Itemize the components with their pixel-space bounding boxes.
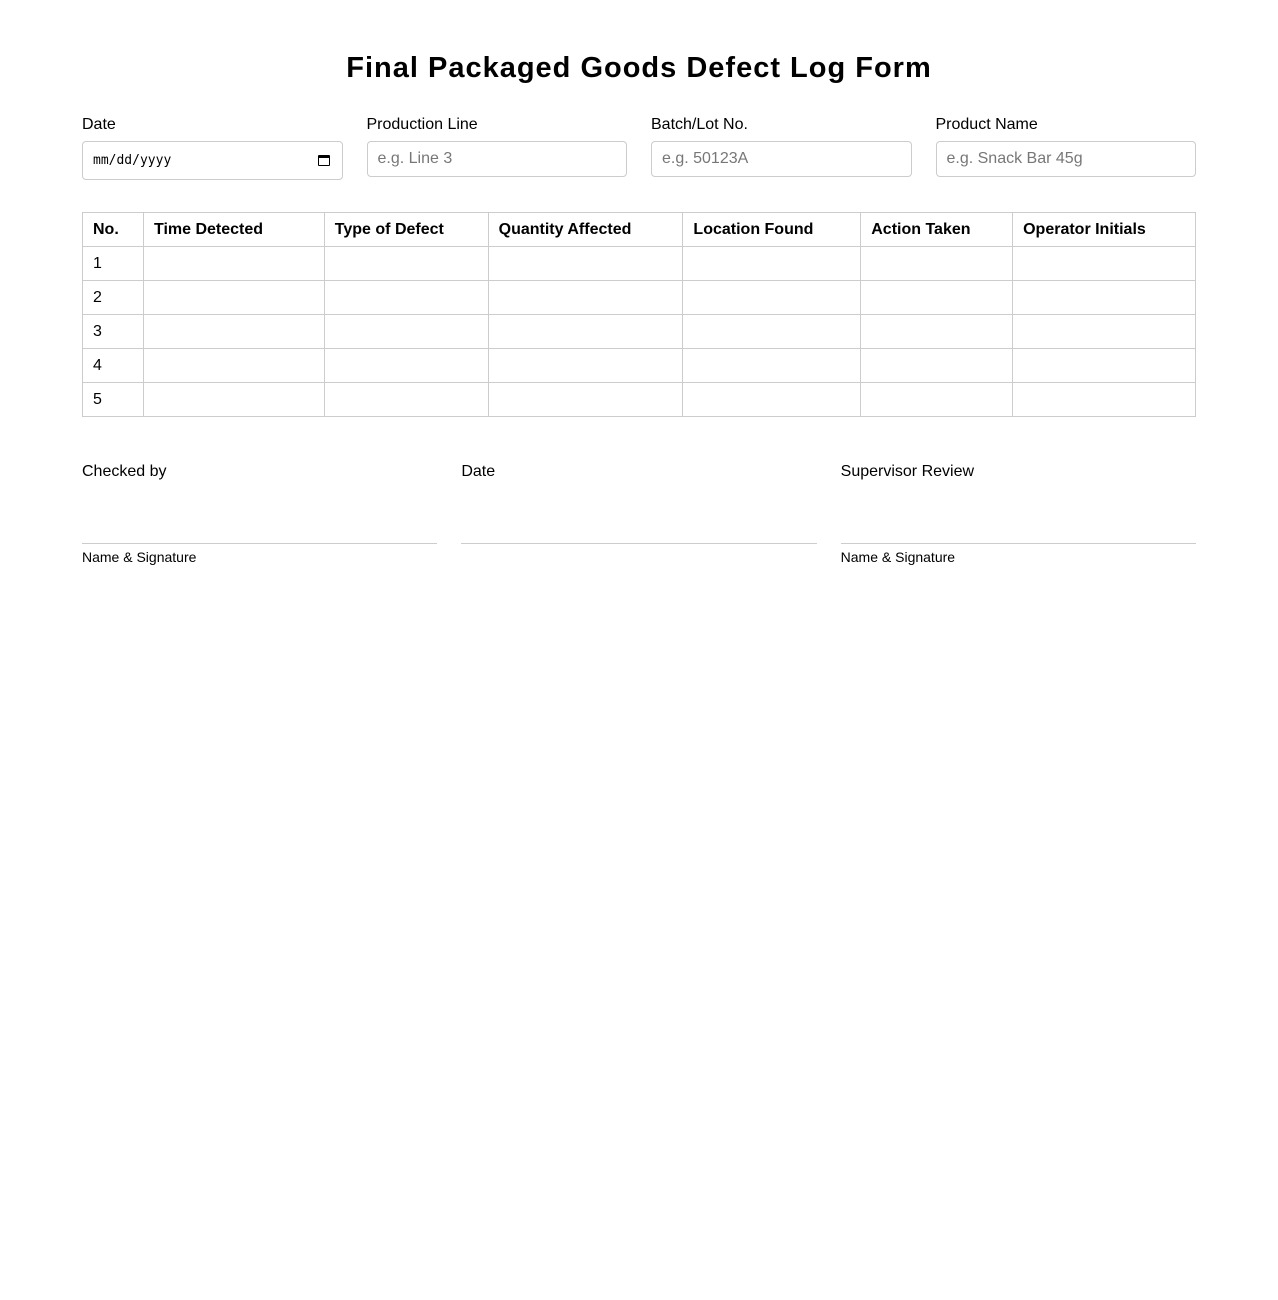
- time-detected-cell[interactable]: [143, 383, 324, 417]
- signature-section: [82, 462, 1196, 565]
- checked-by-signature-line[interactable]: [82, 543, 437, 544]
- supervisor-review-block: [841, 462, 1196, 565]
- location-found-cell[interactable]: [683, 281, 861, 315]
- header-fields: [82, 115, 1196, 180]
- time-detected-cell[interactable]: [143, 247, 324, 281]
- col-header-location-found: Location Found: [683, 213, 861, 247]
- product-name-input[interactable]: [936, 141, 1197, 177]
- location-found-cell[interactable]: [683, 247, 861, 281]
- quantity-affected-cell[interactable]: [488, 315, 683, 349]
- product-name-field-group: [936, 115, 1197, 180]
- operator-initials-cell[interactable]: [1013, 349, 1196, 383]
- production-line-field-group: [367, 115, 628, 180]
- row-number: 3: [83, 315, 144, 349]
- row-number: 1: [83, 247, 144, 281]
- row-number: 2: [83, 281, 144, 315]
- time-detected-cell[interactable]: [143, 315, 324, 349]
- action-taken-cell[interactable]: [861, 281, 1013, 315]
- table-row: [83, 383, 1196, 417]
- date-placeholder: mm/dd/yyyy: [93, 153, 172, 168]
- col-header-no: No.: [83, 213, 144, 247]
- supervisor-review-label: Supervisor Review: [840, 463, 975, 480]
- product-name-placeholder: e.g. Snack Bar 45g: [946, 150, 1083, 167]
- col-header-time-detected: Time Detected: [143, 213, 324, 247]
- row-number: 4: [83, 349, 144, 383]
- quantity-affected-cell[interactable]: [488, 281, 683, 315]
- sign-date-block: [461, 462, 816, 565]
- operator-initials-cell[interactable]: [1013, 383, 1196, 417]
- batch-lot-input[interactable]: [651, 141, 912, 177]
- type-of-defect-cell[interactable]: [324, 349, 488, 383]
- batch-lot-placeholder: e.g. 50123A: [662, 150, 749, 167]
- table-row: [83, 315, 1196, 349]
- sign-date-sublabel: [461, 549, 816, 565]
- table-row: [83, 281, 1196, 315]
- batch-lot-label: Batch/Lot No.: [651, 116, 748, 133]
- batch-lot-field-group: [651, 115, 912, 180]
- action-taken-cell[interactable]: [861, 349, 1013, 383]
- location-found-cell[interactable]: [683, 349, 861, 383]
- checked-by-block: [82, 462, 437, 565]
- location-found-cell[interactable]: [683, 383, 861, 417]
- page-title: Final Packaged Goods Defect Log Form: [346, 52, 932, 84]
- date-input[interactable]: [82, 141, 343, 180]
- time-detected-cell[interactable]: [143, 281, 324, 315]
- table-header-row: [83, 213, 1196, 247]
- operator-initials-cell[interactable]: [1013, 247, 1196, 281]
- production-line-input[interactable]: [367, 141, 628, 177]
- sign-date-label: Date: [461, 463, 496, 480]
- col-header-operator-initials: Operator Initials: [1013, 213, 1196, 247]
- row-number: 5: [83, 383, 144, 417]
- supervisor-sublabel: Name & Signature: [840, 549, 956, 565]
- time-detected-cell[interactable]: [143, 349, 324, 383]
- table-row: [83, 349, 1196, 383]
- quantity-affected-cell[interactable]: [488, 349, 683, 383]
- checked-by-sublabel: Name & Signature: [82, 549, 197, 565]
- quantity-affected-cell[interactable]: [488, 383, 683, 417]
- col-header-quantity-affected: Quantity Affected: [488, 213, 683, 247]
- operator-initials-cell[interactable]: [1013, 281, 1196, 315]
- calendar-icon[interactable]: [318, 155, 330, 166]
- date-label: Date: [82, 116, 116, 133]
- type-of-defect-cell[interactable]: [324, 383, 488, 417]
- sign-date-line[interactable]: [461, 543, 816, 544]
- action-taken-cell[interactable]: [861, 315, 1013, 349]
- action-taken-cell[interactable]: [861, 247, 1013, 281]
- quantity-affected-cell[interactable]: [488, 247, 683, 281]
- defect-log-table: [82, 212, 1196, 417]
- type-of-defect-cell[interactable]: [324, 247, 488, 281]
- table-row: [83, 247, 1196, 281]
- col-header-action-taken: Action Taken: [861, 213, 1013, 247]
- production-line-placeholder: e.g. Line 3: [377, 150, 453, 167]
- supervisor-signature-line[interactable]: [841, 543, 1196, 544]
- production-line-label: Production Line: [366, 116, 478, 133]
- product-name-label: Product Name: [935, 116, 1038, 133]
- checked-by-label: Checked by: [82, 463, 167, 480]
- location-found-cell[interactable]: [683, 315, 861, 349]
- operator-initials-cell[interactable]: [1013, 315, 1196, 349]
- type-of-defect-cell[interactable]: [324, 315, 488, 349]
- action-taken-cell[interactable]: [861, 383, 1013, 417]
- date-field-group: [82, 115, 343, 180]
- col-header-type-of-defect: Type of Defect: [324, 213, 488, 247]
- type-of-defect-cell[interactable]: [324, 281, 488, 315]
